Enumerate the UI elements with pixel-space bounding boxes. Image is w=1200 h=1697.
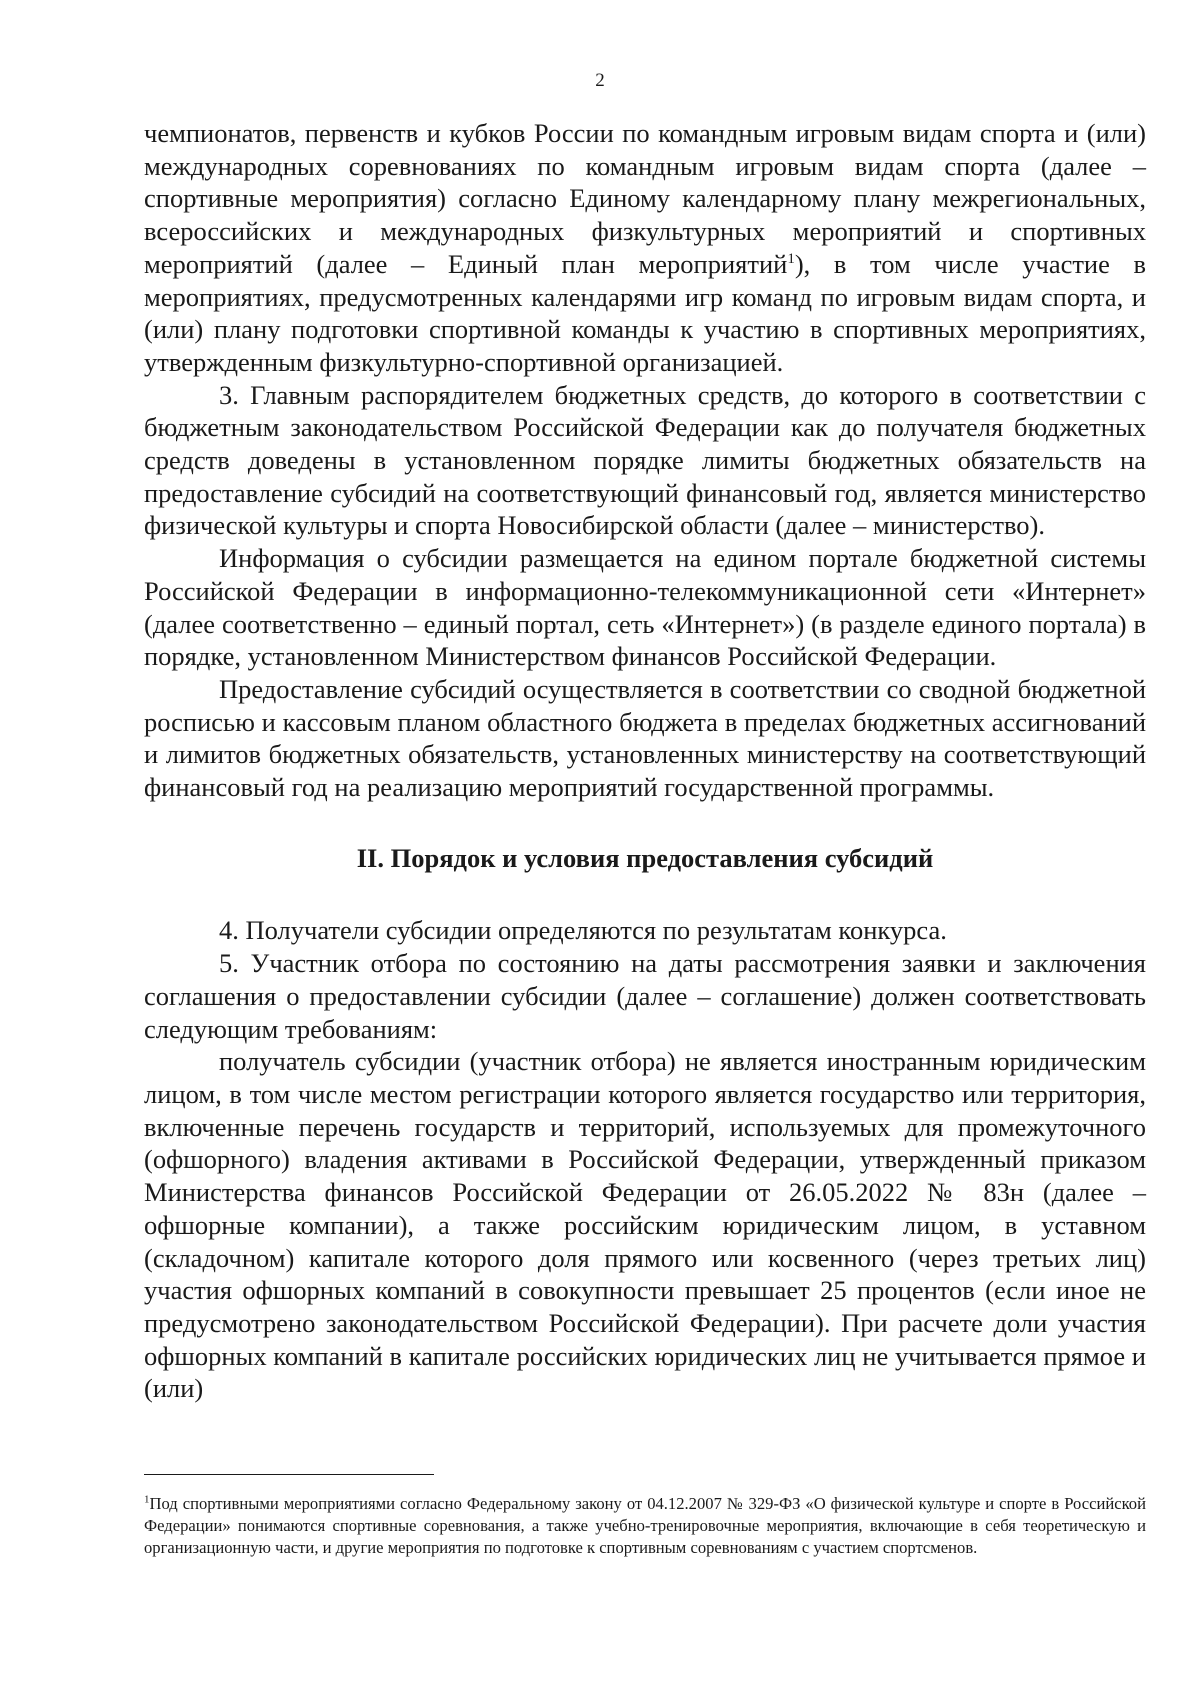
paragraph-subsidy-info: Информация о субсидии размещается на едином портале бюджетной системы Российской Федерации в информационно-телекоммуникационной сети «Интернет» (далее соответственно – единый портал, сеть «Интернет») (в разделе единого портала) в порядке, установленном Министерством финансов Российской Федерации. [144,543,1146,672]
paragraph-subsidy-provision: Предоставление субсидий осуществляется в соответствии со сводной бюджетной росписью и кассовым планом областного бюджета в пределах бюджетных ассигнований и лимитов бюджетных обязательств, установленных министерству на соответствующий финансовый год на реализацию мероприятий государственной программы. [144,673,1146,803]
paragraph-item-5: 5. Участник отбора по состоянию на даты рассмотрения заявки и заключения соглашения о предоставлении субсидии (далее – соглашение) должен соответствовать следующим требованиям: [144,948,1146,1044]
paragraph-continuation [144,117,1146,379]
paragraph-requirement: получатель субсидии (участник отбора) не является иностранным юридическим лицом, в том числе местом регистрации которого является государство или территория, включенные перечень государств и территорий, используемых для промежуточного (офшорного) владения активами в Российской Федерации, утвержденный приказом Министерства финансов Российской Федерации от 26.05.2022 № 83н (далее – офшорные компании), а также российским юридическим лицом, в уставном (складочном) капитале которого доля прямого или косвенного (через третьих лиц) участия офшорных компаний в совокупности превышает 25 процентов (если иное не предусмотрено законодательством Российской Федерации). При расчете доли участия офшорных компаний в капитале российских юридических лиц не учитывается прямое и (или) [144,1046,1146,1404]
footnote [144,1493,1146,1559]
document-body [144,117,1146,1405]
footnote-divider [144,1474,434,1475]
paragraph-text: чемпионатов, первенств и кубков России по командным игровым видам спорта и (или) международных соревнованиях по командным игровым видам спорта (далее – спортивные мероприятия) согласно Единому календарному плану межрегиональных, всероссийских и международных физкультурных мероприятий и спортивных мероприятий (далее – Единый план мероприятий [144,118,1146,279]
footnote-reference: 1 [787,250,795,267]
paragraph-text: ), в том числе участие в мероприятиях, предусмотренных календарями игр команд по игровым видам спорта, и (или) плану подготовки спортивной команды к участию в спортивных мероприятиях, утвержденным физкультурно-спортивной организацией. [144,248,1146,377]
paragraph-item-3: 3. Главным распорядителем бюджетных средств, до которого в соответствии с бюджетным законодательством Российской Федерации как до получателя бюджетных средств доведены в установленном порядке лимиты бюджетных обязательств на предоставление субсидий на соответствующий финансовый год, является министерство физической культуры и спорта Новосибирской области (далее – министерство). [144,379,1146,541]
paragraph-item-4: 4. Получатели субсидии определяются по результатам конкурса. [219,915,947,946]
footnote-text: Под спортивными мероприятиями согласно Федеральному закону от 04.12.2007 № 329-ФЗ «О физической культуре и спорте в Российской Федерации» понимаются спортивные соревнования, а также учебно-тренировочные мероприятия, включающие в себя теоретическую и организационную части, и другие мероприятия по подготовке к спортивным соревнованиям с участием спортсменов. [144,1494,1146,1557]
page-number: 2 [595,70,605,91]
section-heading: II. Порядок и условия предоставления субсидий [356,842,934,873]
footnote-marker: 1 [144,1493,150,1506]
